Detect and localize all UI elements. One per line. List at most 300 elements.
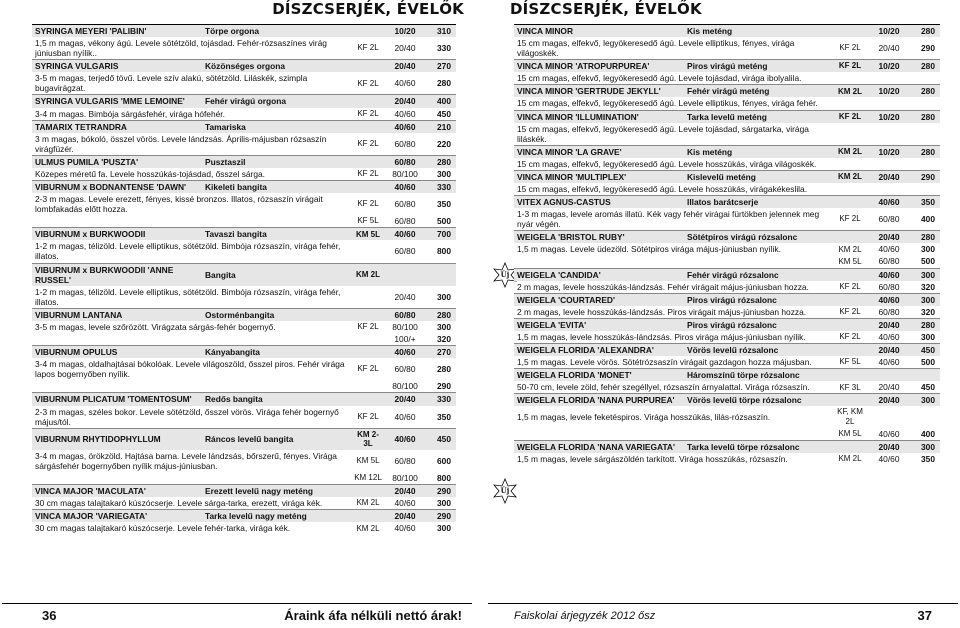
plant-size: 60/80 <box>394 199 416 210</box>
plant-description: 2 m magas, levele hosszúkás-lándzsás. Fehér virágait május-júniusban hozza. <box>517 281 809 292</box>
plant-latin-name: WEIGELA FLORIDA 'NANA VARIEGATA' <box>514 440 684 453</box>
plant-price: 350 <box>437 199 451 210</box>
plant-detail-row <box>32 215 456 228</box>
plant-detail-row <box>514 428 940 441</box>
plant-size: 80/100 <box>392 381 418 392</box>
plant-detail-row <box>514 281 940 294</box>
plant-latin-name: WEIGELA 'COURTARED' <box>514 293 684 306</box>
plant-size: 60/80 <box>394 138 416 149</box>
container-type: KF 2L <box>357 169 379 179</box>
plant-size: 20/40 <box>870 394 908 407</box>
plant-title-row <box>514 369 940 382</box>
plant-size: 80/100 <box>392 473 418 483</box>
container-type <box>830 97 870 110</box>
container-type <box>830 344 870 357</box>
container-type <box>830 25 870 38</box>
plant-size: 60/80 <box>394 246 416 257</box>
right-page <box>488 0 958 628</box>
container-type: KF 2L <box>357 43 379 53</box>
plant-size: 20/40 <box>870 440 908 453</box>
container-type <box>830 123 870 146</box>
plant-detail-row <box>514 183 940 196</box>
plant-common-name: Erezett levelű nagy meténg <box>202 485 350 498</box>
plant-price: 290 <box>437 381 451 392</box>
container-type <box>830 183 870 196</box>
container-type: KF 2L <box>357 411 379 421</box>
plant-latin-name: TAMARIX TETRANDRA <box>32 120 202 133</box>
price-table <box>514 24 940 465</box>
plant-description: 2-3 m magas, széles bokor. Levele sötétzöld, ősszel vörös. Virága fehér bogernyő május/tól. <box>35 406 339 427</box>
container-type: KF 2L <box>357 78 379 88</box>
plant-description: 30 cm magas talajtakaró kúszócserje. Levele fehér-tarka, virága kék. <box>35 523 291 534</box>
plant-detail-row <box>32 380 456 393</box>
plant-title-row <box>514 85 940 98</box>
plant-title-row <box>32 428 456 450</box>
plant-detail-row <box>32 193 456 215</box>
plant-price: 450 <box>908 344 940 357</box>
plant-common-name: Tavaszi bangita <box>202 228 350 241</box>
plant-description: 15 cm magas, elfekvő, legyökeresedő ágú. Levele tojásdad, virága ibolyalila. <box>517 73 802 84</box>
price-note: Áraink áfa nélküli nettó árak! <box>284 608 462 623</box>
plant-size: 60/80 <box>878 281 900 292</box>
container-type: KF 2L <box>839 332 861 342</box>
plant-price: 500 <box>921 357 935 368</box>
container-type: KM 5L <box>838 256 862 266</box>
plant-detail-row <box>32 37 456 60</box>
plant-detail-row <box>514 255 940 268</box>
plant-price: 280 <box>908 231 940 244</box>
plant-detail-row <box>514 331 940 344</box>
plant-price: 280 <box>908 110 940 123</box>
container-type: KM 5L <box>350 228 386 241</box>
plant-latin-name: VITEX AGNUS-CASTUS <box>514 196 684 209</box>
plant-title-row <box>514 170 940 183</box>
plant-price: 280 <box>437 78 451 89</box>
plant-detail-row <box>514 381 940 394</box>
plant-latin-name: VINCA MAJOR 'VARIEGATA' <box>32 510 202 523</box>
plant-description: 1-2 m magas, télizöld. Levele elliptikus, sötétzöld. Bimbója rózsaszín, virága fehér, illatos. <box>35 241 341 262</box>
page-number: 36 <box>42 608 57 623</box>
plant-price: 290 <box>908 170 940 183</box>
plant-size: 40/60 <box>878 453 900 464</box>
plant-price: 330 <box>424 181 456 194</box>
plant-price: 220 <box>437 138 451 149</box>
plant-price <box>908 72 940 85</box>
plant-common-name: Fehér virágú orgona <box>202 95 350 108</box>
plant-price: 400 <box>921 428 935 439</box>
plant-latin-name: VINCA MINOR 'ILLUMINATION' <box>514 110 684 123</box>
plant-price: 270 <box>424 346 456 359</box>
container-type <box>350 120 386 133</box>
plant-latin-name: VINCA MAJOR 'MACULATA' <box>32 485 202 498</box>
plant-latin-name: VINCA MINOR 'MULTIPLEX' <box>514 170 684 183</box>
plant-price: 350 <box>921 453 935 464</box>
plant-detail-row <box>514 453 940 465</box>
plant-size: 60/80 <box>878 306 900 317</box>
plant-description: 3-4 m magas. Bimbója sárgásfehér, virága hófehér. <box>35 108 225 119</box>
plant-title-row <box>514 440 940 453</box>
plant-latin-name: WEIGELA FLORIDA 'MONET' <box>514 369 684 382</box>
plant-price: 320 <box>921 281 935 292</box>
container-type: KM 2L <box>830 170 870 183</box>
plant-size <box>870 97 908 110</box>
price-table <box>32 24 456 534</box>
left-page <box>2 0 472 628</box>
plant-detail-row <box>514 72 940 85</box>
plant-latin-name: WEIGELA FLORIDA 'ALEXANDRA' <box>514 344 684 357</box>
plant-size: 10/20 <box>870 110 908 123</box>
plant-title-row <box>514 293 940 306</box>
plant-common-name: Fehér virágú rózsalonc <box>684 268 830 281</box>
plant-price: 280 <box>908 85 940 98</box>
plant-common-name: Ostorménbangita <box>202 308 350 321</box>
plant-size: 60/80 <box>878 256 900 267</box>
plant-detail-row <box>32 286 456 309</box>
plant-size <box>870 123 908 146</box>
plant-size: 60/80 <box>394 364 416 375</box>
container-type: KF 5L <box>839 357 861 367</box>
plant-price: 280 <box>424 155 456 168</box>
container-type <box>830 318 870 331</box>
plant-description: 15 cm magas, elfekvő, legyökeresedő ágú. Levele hosszúkás, virágakékeslila. <box>517 184 808 195</box>
plant-common-name: Vörös levelű rózsalonc <box>684 344 830 357</box>
container-type <box>830 231 870 244</box>
plant-price: 450 <box>424 428 456 450</box>
plant-latin-name: WEIGELA 'EVITA' <box>514 318 684 331</box>
plant-size: 20/40 <box>386 510 424 523</box>
plant-title-row <box>32 155 456 168</box>
plant-latin-name: SYRINGA VULGARIS <box>32 60 202 73</box>
plant-size: 20/40 <box>386 393 424 406</box>
plant-common-name: Fehér virágú meténg <box>684 85 830 98</box>
plant-description <box>32 380 350 393</box>
plant-title-row <box>32 228 456 241</box>
plant-price: 310 <box>424 25 456 38</box>
plant-description: 15 cm magas, elfekvő, legyökeresedő ágú. Levele elliptikus, fényes, virága világoskék. <box>517 38 795 59</box>
plant-description: 1,5 m magas, levele feketéspiros. Virága hosszúkás, lilás-rózsaszín. <box>517 411 771 422</box>
plant-common-name: Redős bangita <box>202 393 350 406</box>
plant-detail-row <box>32 240 456 263</box>
container-type <box>350 380 386 393</box>
plant-size: 40/60 <box>870 268 908 281</box>
plant-detail-row <box>32 72 456 95</box>
plant-title-row <box>514 196 940 209</box>
plant-price: 800 <box>437 246 451 257</box>
container-type: KF 5L <box>357 216 379 226</box>
plant-price: 300 <box>908 394 940 407</box>
plant-description <box>514 428 830 441</box>
container-type <box>350 333 386 346</box>
plant-common-name: Kis meténg <box>684 25 830 38</box>
plant-size: 40/60 <box>394 523 416 534</box>
plant-latin-name: WEIGELA 'CANDIDA' <box>514 268 684 281</box>
plant-common-name: Ráncos levelű bangita <box>202 428 350 450</box>
plant-latin-name: VIBURNUM LANTANA <box>32 308 202 321</box>
plant-detail-row <box>514 406 940 427</box>
plant-size: 20/40 <box>870 170 908 183</box>
plant-title-row <box>32 120 456 133</box>
plant-latin-name: VIBURNUM x BODNANTENSE 'DAWN' <box>32 181 202 194</box>
container-type: KF 2L <box>839 214 861 224</box>
container-type: KF 2L <box>357 322 379 332</box>
plant-size: 40/60 <box>878 244 900 255</box>
plant-size: 40/60 <box>878 331 900 342</box>
plant-price <box>908 183 940 196</box>
container-type: KM 2L <box>838 244 862 254</box>
plant-latin-name: SYRINGA VULGARIS 'MME LEMOINE' <box>32 95 202 108</box>
plant-description <box>514 255 830 268</box>
plant-title-row <box>32 393 456 406</box>
plant-price <box>908 158 940 171</box>
plant-price: 300 <box>437 321 451 332</box>
container-type: KF 2L <box>357 364 379 374</box>
container-type <box>830 440 870 453</box>
plant-price: 320 <box>437 334 451 345</box>
plant-title-row <box>32 346 456 359</box>
container-type <box>350 240 386 263</box>
plant-detail-row <box>514 123 940 146</box>
plant-size: 20/40 <box>394 291 416 302</box>
plant-price: 300 <box>908 440 940 453</box>
plant-title-row <box>32 510 456 523</box>
plant-price: 300 <box>921 244 935 255</box>
plant-price: 280 <box>908 145 940 158</box>
container-type <box>350 60 386 73</box>
plant-title-row <box>514 145 940 158</box>
plant-common-name: Kikeleti bangita <box>202 181 350 194</box>
plant-price: 290 <box>424 485 456 498</box>
plant-common-name: Illatos barátcserje <box>684 196 830 209</box>
plant-size: 40/60 <box>394 108 416 119</box>
plant-size: 40/60 <box>870 293 908 306</box>
plant-common-name: Piros virágú meténg <box>684 60 830 73</box>
plant-size: 60/80 <box>394 216 416 227</box>
plant-size: 10/20 <box>870 145 908 158</box>
container-type <box>830 72 870 85</box>
container-type <box>350 25 386 38</box>
plant-detail-row <box>32 406 456 429</box>
plant-description <box>32 472 350 485</box>
plant-price: 210 <box>424 120 456 133</box>
plant-price: 450 <box>921 382 935 393</box>
plant-detail-row <box>32 472 456 485</box>
container-type <box>350 95 386 108</box>
plant-description: 50-70 cm, levele zöld, fehér szegéllyel, rózsaszín árnyalattal. Virága rózsaszín. <box>517 382 810 393</box>
plant-price: 700 <box>424 228 456 241</box>
plant-title-row <box>514 344 940 357</box>
container-type <box>350 155 386 168</box>
plant-price: 600 <box>437 455 451 466</box>
plant-price: 270 <box>424 60 456 73</box>
plant-price: 330 <box>424 393 456 406</box>
plant-common-name: Tamariska <box>202 120 350 133</box>
plant-title-row <box>32 181 456 194</box>
container-type: KF 2L <box>830 110 870 123</box>
plant-detail-row <box>514 356 940 369</box>
container-type: KF, KM 2L <box>837 407 863 427</box>
plant-description: 30 cm magas talajtakaró kúszócserje. Levele sárga-tarka, erezett, virága kék. <box>35 498 323 509</box>
plant-size <box>870 183 908 196</box>
container-type: KM 5L <box>838 428 862 438</box>
plant-price: 450 <box>437 108 451 119</box>
page-number: 37 <box>917 608 932 623</box>
container-type <box>350 393 386 406</box>
plant-price: 280 <box>908 318 940 331</box>
plant-size: 60/80 <box>878 214 900 225</box>
plant-price: 290 <box>424 510 456 523</box>
container-type: KF 3L <box>839 382 861 392</box>
plant-price: 320 <box>921 306 935 317</box>
container-type <box>350 286 386 309</box>
plant-size: 20/40 <box>878 382 900 393</box>
plant-size: 20/40 <box>870 231 908 244</box>
plant-description: 1,5 m magas, vékony ágú. Levele sötétzöld, tojásdad. Fehér-rózsaszínes virág júniusban nyílik.. <box>35 38 327 59</box>
plant-price: 290 <box>921 43 935 54</box>
plant-price: 300 <box>908 268 940 281</box>
plant-price: 500 <box>437 216 451 227</box>
plant-price: 280 <box>424 308 456 321</box>
plant-latin-name: VINCA MINOR 'GERTRUDE JEKYLL' <box>514 85 684 98</box>
plant-description: 2 m magas, levele hosszúkás-lándzsás. Piros virágait május-júniusban hozza. <box>517 306 807 317</box>
plant-size: 40/60 <box>386 428 424 450</box>
plant-common-name: Közönséges orgona <box>202 60 350 73</box>
plant-price: 300 <box>921 331 935 342</box>
plant-price <box>908 369 940 382</box>
plant-size: 60/80 <box>386 155 424 168</box>
plant-title-row <box>514 268 940 281</box>
container-type <box>350 485 386 498</box>
plant-size: 40/60 <box>878 428 900 439</box>
plant-description: 3-5 m magas, terjedő tövű. Levele szív alakú, sötétzöld. Liláskék, szimpla bugavirágzat. <box>35 73 308 94</box>
plant-description: 3-4 m magas, örökzöld. Hajtása barna. Levele lándzsás, bőrszerű, fényes. Virága sárgásfehér bogernyőben nyílik május-júniusban. <box>35 450 337 471</box>
plant-size: 60/80 <box>394 455 416 466</box>
container-type: KF 2L <box>839 281 861 291</box>
plant-size: 80/100 <box>392 168 418 179</box>
container-type <box>830 158 870 171</box>
plant-description: 15 cm magas, elfekvő, legyökeresedő ágú. Levele hosszúkás, virága világoskék. <box>517 158 817 169</box>
plant-price: 500 <box>921 256 935 267</box>
plant-detail-row <box>32 133 456 156</box>
plant-description: 1-2 m magas, télizöld. Levele elliptikus, sötétzöld. Bimbója rózsaszín, virága fehér, illatos. <box>35 286 341 307</box>
plant-common-name: Törpe orgona <box>202 25 350 38</box>
plant-title-row <box>32 263 456 286</box>
plant-title-row <box>514 25 940 38</box>
plant-common-name: Bangita <box>202 263 350 286</box>
plant-latin-name: WEIGELA 'BRISTOL RUBY' <box>514 231 684 244</box>
plant-description <box>32 333 350 346</box>
plant-price: 330 <box>437 43 451 54</box>
plant-description: 1,5 m magas, levele hosszúkás-lándzsás. Piros virága május-júniusban nyílik. <box>517 331 806 342</box>
container-type: KM 2L <box>356 498 380 508</box>
plant-price <box>908 123 940 146</box>
plant-description: 1-3 m magas, levele aromás illatú. Kék vagy fehér virágai fürtökben jelennek meg nyár végén. <box>517 209 820 230</box>
plant-description: 3-4 m magas, oldalhajtásai bókolóak. Levele világoszöld, ősszel piros. Fehér virága lapos bogernyőben nyílik. <box>35 359 345 380</box>
catalog-title: Faiskolai árjegyzék 2012 ősz <box>514 610 656 622</box>
plant-common-name: Háromszínű törpe rózsalonc <box>684 369 830 382</box>
plant-price: 280 <box>908 25 940 38</box>
container-type <box>830 369 870 382</box>
plant-size <box>870 72 908 85</box>
plant-title-row <box>514 394 940 407</box>
container-type: KF 2L <box>357 138 379 148</box>
plant-latin-name: VINCA MINOR 'ATROPURPUREA' <box>514 60 684 73</box>
footer <box>2 603 472 628</box>
plant-common-name: Sötétpiros virágú rózsalonc <box>684 231 830 244</box>
plant-common-name: Tarka levelű nagy meténg <box>202 510 350 523</box>
plant-common-name: Kányabangita <box>202 346 350 359</box>
plant-size: 40/60 <box>386 346 424 359</box>
plant-common-name: Piros virágú rózsalonc <box>684 318 830 331</box>
plant-price: 300 <box>437 291 451 302</box>
plant-title-row <box>32 308 456 321</box>
plant-common-name: Tarka levelű törpe rózsalonc <box>684 440 830 453</box>
plant-detail-row <box>514 37 940 60</box>
plant-price <box>908 406 940 427</box>
plant-latin-name: VIBURNUM OPULUS <box>32 346 202 359</box>
container-type <box>830 394 870 407</box>
plant-title-row <box>514 60 940 73</box>
plant-detail-row <box>32 168 456 181</box>
plant-price: 300 <box>908 293 940 306</box>
plant-latin-name: VIBURNUM RHYTIDOPHYLLUM <box>32 428 202 450</box>
plant-size: 20/40 <box>386 485 424 498</box>
plant-size <box>870 158 908 171</box>
plant-detail-row <box>514 158 940 171</box>
plant-title-row <box>32 95 456 108</box>
plant-latin-name: ULMUS PUMILA 'PUSZTA' <box>32 155 202 168</box>
plant-detail-row <box>514 97 940 110</box>
plant-title-row <box>32 25 456 38</box>
container-type <box>830 268 870 281</box>
plant-size <box>870 406 908 427</box>
plant-size: 80/100 <box>392 321 418 332</box>
plant-price: 350 <box>437 411 451 422</box>
plant-title-row <box>514 110 940 123</box>
plant-price: 300 <box>437 523 451 534</box>
plant-description: 1,5 m magas. Levele vörös. Sötétrózsaszín virágait gazdagon hozza májusban. <box>517 357 812 368</box>
container-type <box>350 510 386 523</box>
plant-size: 20/40 <box>386 60 424 73</box>
plant-latin-name: VIBURNUM x BURKWOODII <box>32 228 202 241</box>
plant-size: 10/20 <box>386 25 424 38</box>
plant-size: 40/60 <box>870 196 908 209</box>
plant-size: 20/40 <box>870 344 908 357</box>
container-type: KF 2L <box>357 199 379 209</box>
plant-size: 40/60 <box>394 78 416 89</box>
plant-common-name: Tarka levelű meténg <box>684 110 830 123</box>
plant-detail-row <box>514 208 940 231</box>
plant-common-name: Kis meténg <box>684 145 830 158</box>
container-type <box>350 346 386 359</box>
plant-latin-name: VINCA MINOR 'LA GRAVE' <box>514 145 684 158</box>
plant-size: 100/+ <box>394 334 416 345</box>
plant-detail-row <box>32 522 456 534</box>
new-badge-label: Új <box>500 270 510 279</box>
container-type: KF 2L <box>839 307 861 317</box>
plant-size: 40/60 <box>394 411 416 422</box>
container-type: KM 2L <box>356 523 380 533</box>
plant-description: 1,5 m magas, levele sárgászöldén tarkított. Virága hosszúkás, rózsaszín. <box>517 453 788 464</box>
new-badge-icon <box>492 478 518 504</box>
plant-common-name: Vörös levelű törpe rózsalonc <box>684 394 830 407</box>
plant-price: 800 <box>437 473 451 483</box>
plant-price: 280 <box>908 60 940 73</box>
new-badge-label: Új <box>500 486 510 495</box>
plant-size: 40/60 <box>386 120 424 133</box>
plant-detail-row <box>514 243 940 255</box>
plant-title-row <box>514 231 940 244</box>
plant-common-name: Kislevelű meténg <box>684 170 830 183</box>
